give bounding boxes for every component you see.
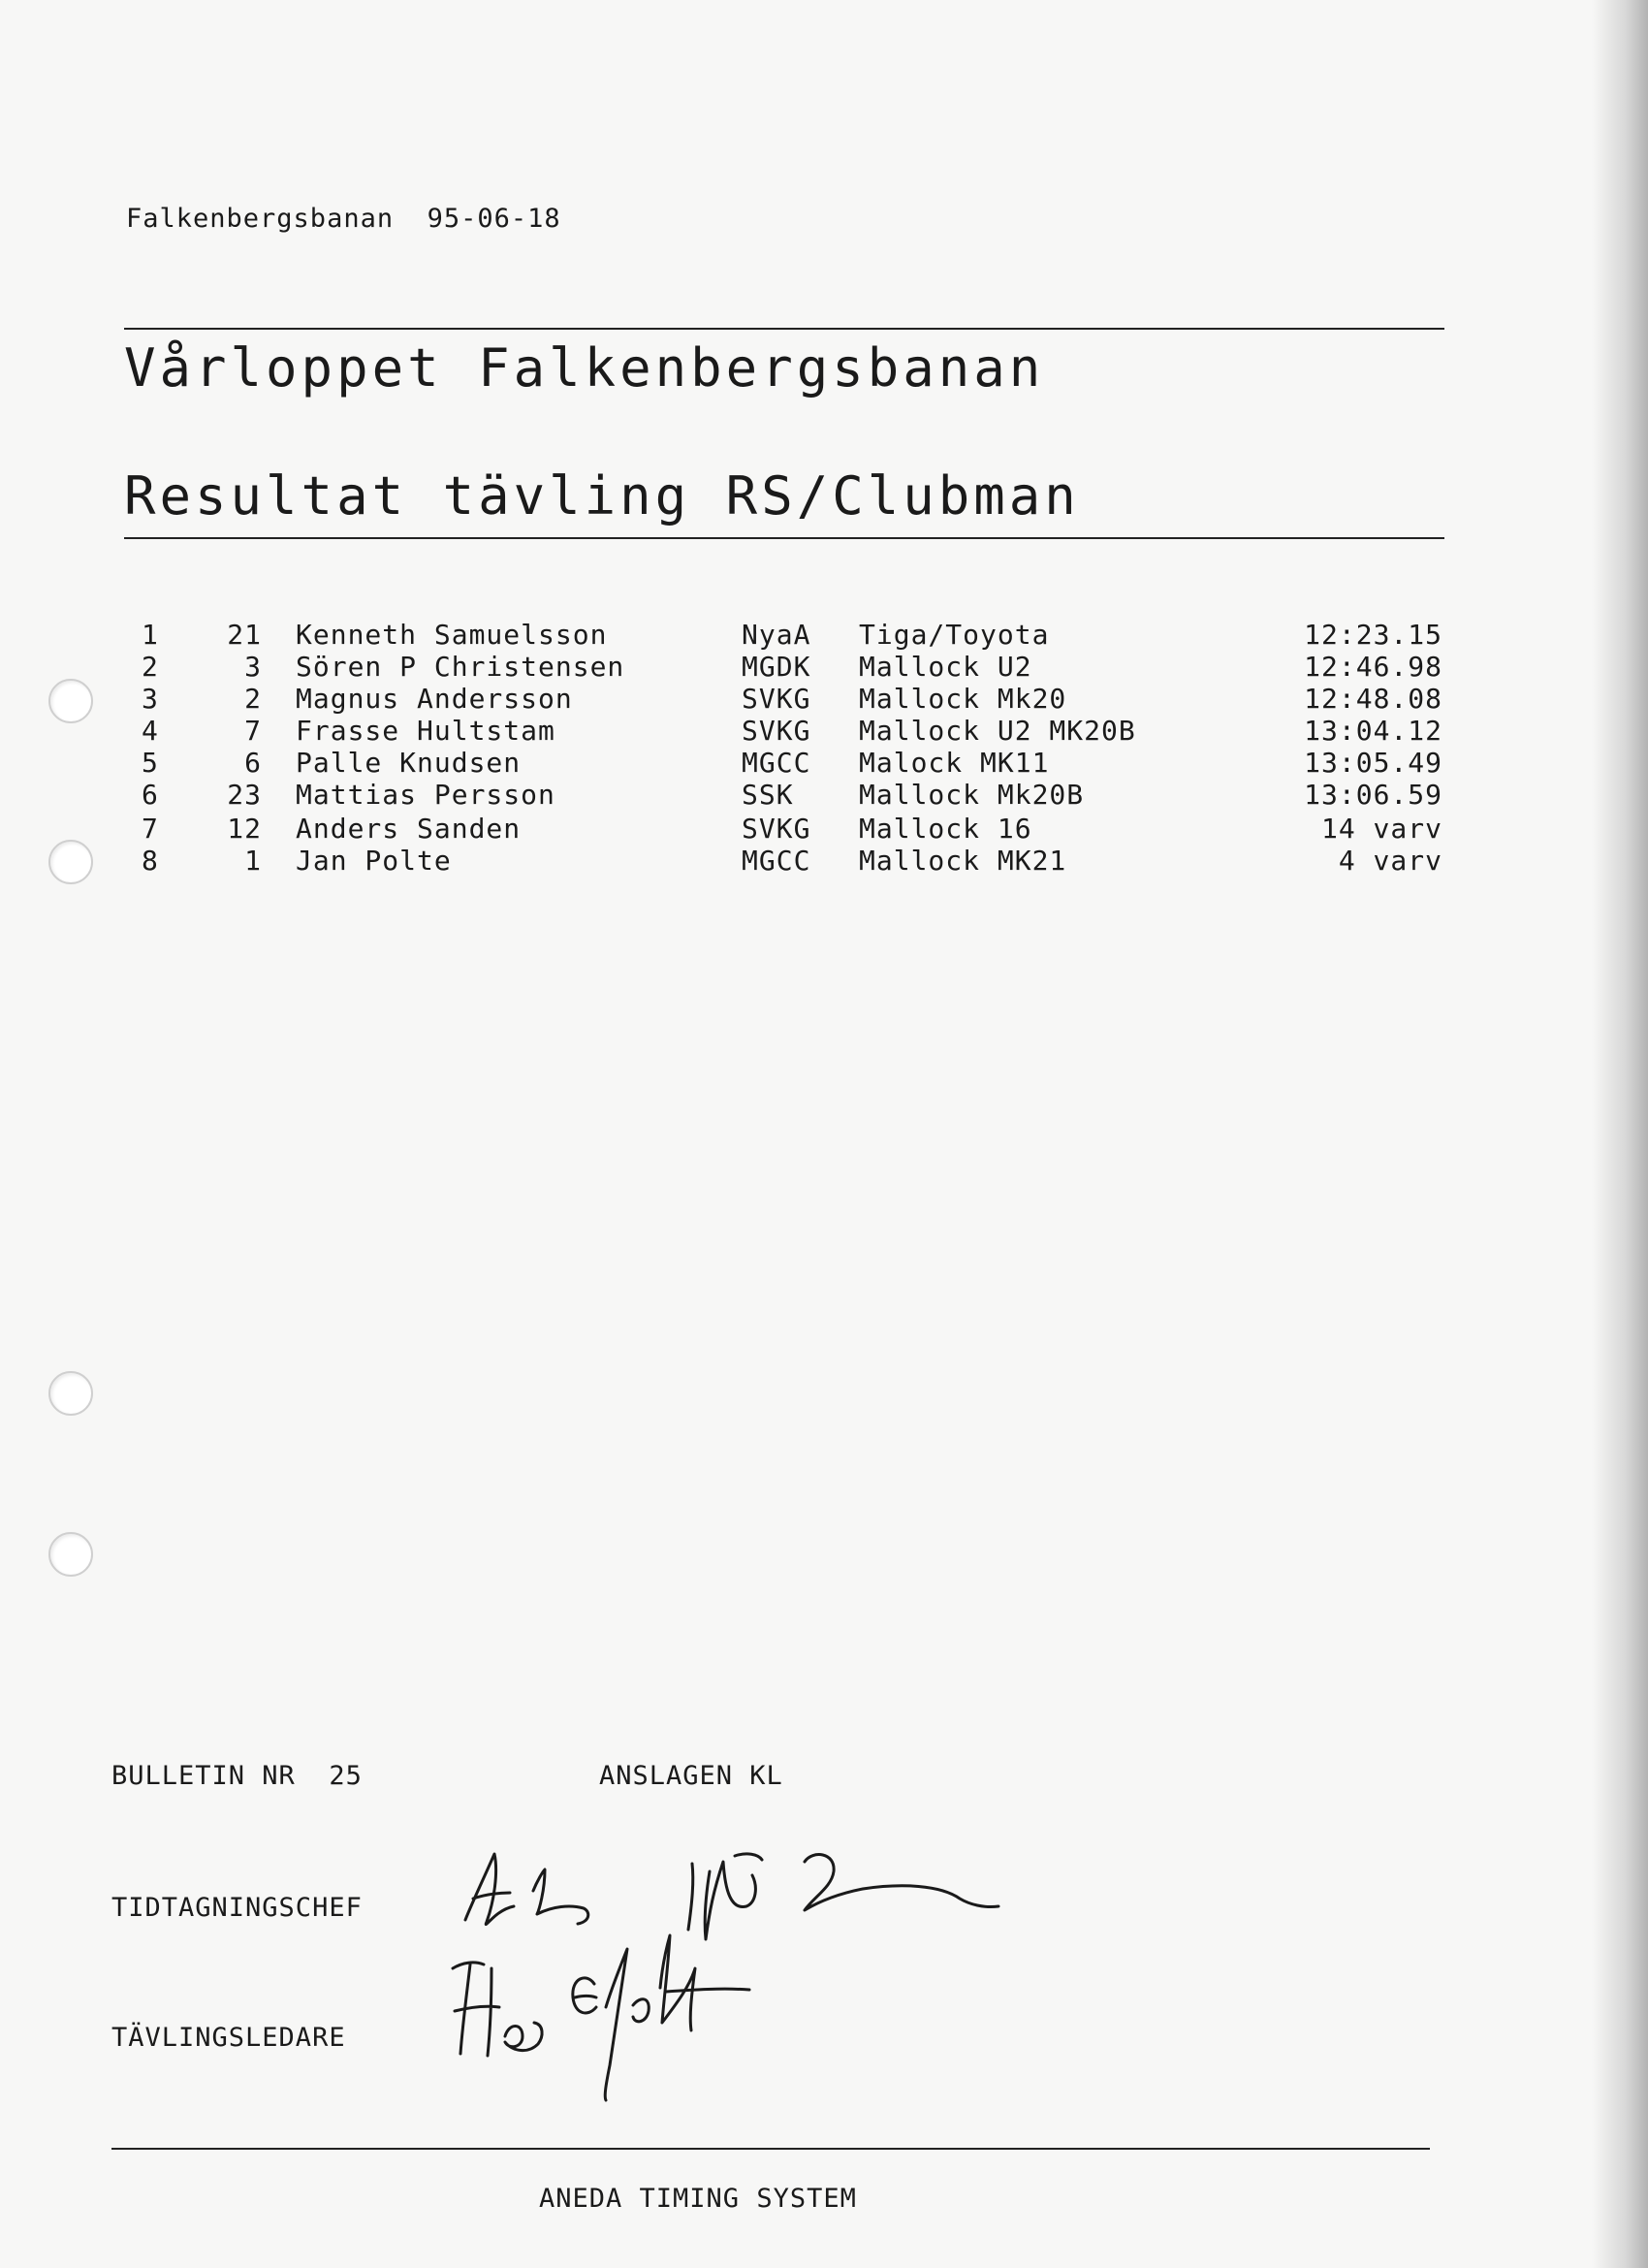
- scan-edge-shadow: [1592, 0, 1648, 2268]
- driver-name: Kenneth Samuelsson: [296, 619, 608, 651]
- position: 8: [142, 845, 159, 877]
- result-time: 13:05.49: [1304, 747, 1442, 779]
- position: 6: [142, 779, 159, 811]
- position: 2: [142, 651, 159, 683]
- club: MGDK: [742, 651, 811, 683]
- result-time: 13:06.59: [1304, 779, 1442, 811]
- club: MGCC: [742, 747, 811, 779]
- race-date: 95-06-18: [427, 204, 561, 234]
- position: 1: [142, 619, 159, 651]
- result-time: 12:46.98: [1304, 651, 1442, 683]
- table-row: [0, 779, 1442, 811]
- race-director-label: TÄVLINGSLEDARE: [111, 2023, 346, 2053]
- punch-hole: [48, 1371, 93, 1416]
- table-row: [0, 683, 1442, 715]
- car-number: 1: [244, 845, 262, 877]
- timing-chief-label: TIDTAGNINGSCHEF: [111, 1893, 363, 1923]
- position: 5: [142, 747, 159, 779]
- car-model: Mallock U2: [859, 651, 1032, 683]
- bulletin-line: [111, 1761, 363, 1791]
- title-rule: [124, 537, 1444, 539]
- driver-name: Mattias Persson: [296, 779, 555, 811]
- event-title: Vårloppet Falkenbergsbanan: [124, 337, 1045, 399]
- car-number: 7: [244, 715, 262, 747]
- punch-hole: [48, 1532, 93, 1577]
- car-number: 23: [227, 779, 262, 811]
- car-model: Malock MK11: [859, 747, 1050, 779]
- car-model: Mallock Mk20: [859, 683, 1067, 715]
- result-time: 12:23.15: [1304, 619, 1442, 651]
- bulletin-number: 25: [329, 1761, 363, 1791]
- club: SVKG: [742, 683, 811, 715]
- table-row: [0, 715, 1442, 747]
- car-model: Mallock 16: [859, 813, 1032, 845]
- results-subtitle: Resultat tävling RS/Clubman: [124, 465, 1080, 527]
- car-number: 2: [244, 683, 262, 715]
- car-model: Mallock U2 MK20B: [859, 715, 1136, 747]
- position: 7: [142, 813, 159, 845]
- position: 4: [142, 715, 159, 747]
- car-model: Mallock Mk20B: [859, 779, 1085, 811]
- car-number: 3: [244, 651, 262, 683]
- car-number: 6: [244, 747, 262, 779]
- header-line: [126, 204, 561, 234]
- bulletin-label: BULLETIN NR: [111, 1761, 296, 1791]
- table-row: [0, 747, 1442, 779]
- result-time: 12:48.08: [1304, 683, 1442, 715]
- table-row: [0, 651, 1442, 683]
- table-row: [0, 845, 1442, 877]
- club: NyaA: [742, 619, 811, 651]
- driver-name: Magnus Andersson: [296, 683, 573, 715]
- result-time: 14 varv: [1320, 813, 1442, 845]
- venue-name: Falkenbergsbanan: [126, 204, 395, 234]
- result-time: 13:04.12: [1304, 715, 1442, 747]
- result-time: 4 varv: [1338, 845, 1442, 877]
- driver-name: Jan Polte: [296, 845, 452, 877]
- posted-label: ANSLAGEN KL: [599, 1761, 783, 1791]
- car-model: Tiga/Toyota: [859, 619, 1050, 651]
- timing-system-name: ANEDA TIMING SYSTEM: [539, 2184, 857, 2214]
- club: MGCC: [742, 845, 811, 877]
- table-row: [0, 619, 1442, 651]
- club: SVKG: [742, 813, 811, 845]
- table-row: [0, 813, 1442, 845]
- position: 3: [142, 683, 159, 715]
- top-rule: [124, 328, 1444, 330]
- race-director-signature: [441, 1930, 761, 2104]
- car-model: Mallock MK21: [859, 845, 1067, 877]
- car-number: 21: [227, 619, 262, 651]
- driver-name: Anders Sanden: [296, 813, 522, 845]
- driver-name: Frasse Hultstam: [296, 715, 555, 747]
- driver-name: Sören P Christensen: [296, 651, 625, 683]
- club: SSK: [742, 779, 794, 811]
- footer-rule: [111, 2148, 1430, 2150]
- car-number: 12: [227, 813, 262, 845]
- driver-name: Palle Knudsen: [296, 747, 522, 779]
- club: SVKG: [742, 715, 811, 747]
